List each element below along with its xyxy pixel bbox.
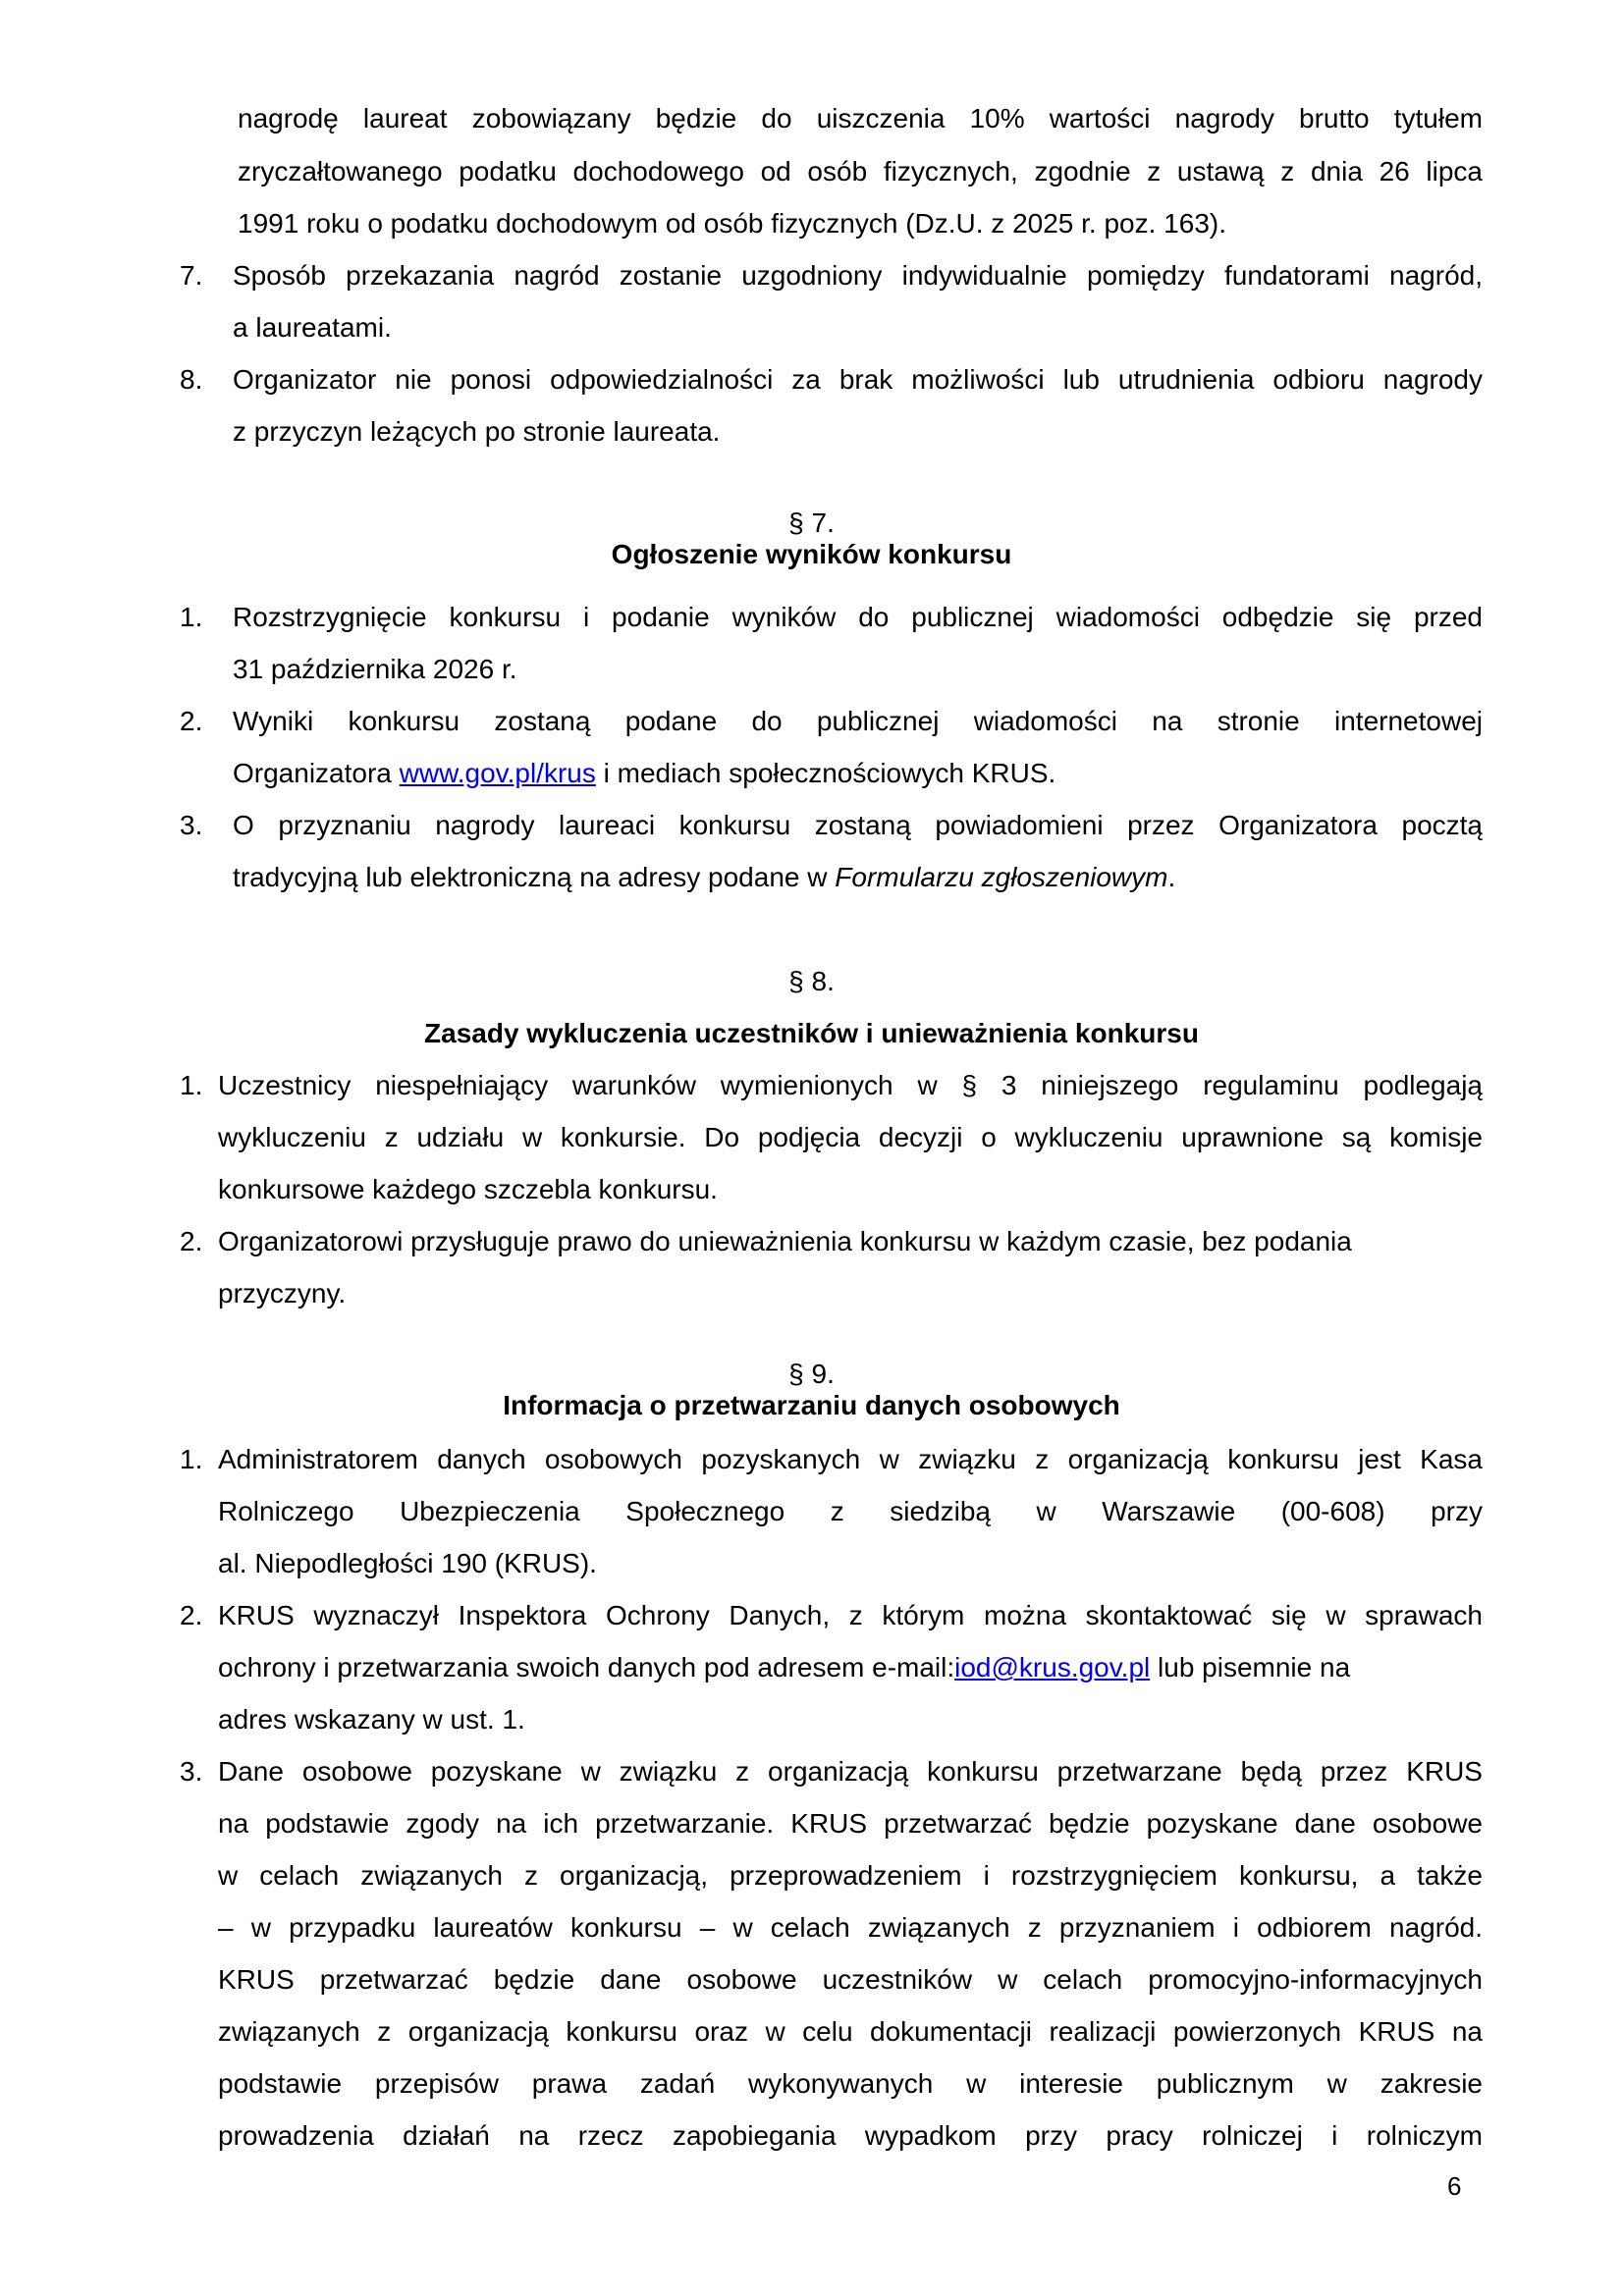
paragraph-line: 1991 roku o podatku dochodowym od osób fizycznych (Dz.U. z 2025 r. poz. 163).: [238, 208, 1227, 239]
list-item-line: Administratorem danych osobowych pozyskanych w związku z organizacją konkursu jest Kasa: [218, 1444, 1483, 1474]
list-number: 1.: [180, 1444, 203, 1474]
paragraph-line: zryczałtowanego podatku dochodowego od osób fizycznych, zgodnie z ustawą z dnia 26 lipca: [238, 156, 1483, 187]
text: i mediach społecznościowych KRUS.: [595, 758, 1056, 788]
list-item-line: 31 października 2026 r.: [233, 654, 517, 684]
list-item-line: wykluczeniu z udziału w konkursie. Do podjęcia decyzji o wykluczeniu uprawnione są komisje: [218, 1122, 1483, 1152]
list-item-line: [233, 757, 1055, 790]
list-item-line: podstawie przepisów prawa zadań wykonywanych w interesie publicznym w zakresie: [218, 2068, 1483, 2099]
list-number: 2.: [180, 1226, 203, 1256]
list-item-line: – w przypadku laureatów konkursu – w celach związanych z przyznaniem i odbiorem nagród.: [218, 1912, 1483, 1943]
list-item-line: z przyczyn leżących po stronie laureata.: [233, 416, 721, 447]
website-link[interactable]: www.gov.pl/krus: [399, 758, 596, 788]
list-item-line: Dane osobowe pozyskane w związku z organizacją konkursu przetwarzane będą przez KRUS: [218, 1756, 1483, 1787]
list-item-line: przyczyny.: [218, 1278, 347, 1308]
list-item-line: O przyznaniu nagrody laureaci konkursu zostaną powiadomieni przez Organizatora pocztą: [233, 810, 1483, 840]
section-symbol: § 7.: [788, 507, 835, 538]
text: .: [1167, 862, 1176, 892]
list-item-line: Rolniczego Ubezpieczenia Społecznego z siedzibą w Warszawie (00-608) przy: [218, 1496, 1483, 1526]
section-title: Zasady wykluczenia uczestników i unieważnienia konkursu: [424, 1018, 1199, 1048]
text: tradycyjną lub elektroniczną na adresy podane w: [233, 862, 836, 892]
list-item-line: Organizatorowi przysługuje prawo do unieważnienia konkursu w każdym czasie, bez podania: [218, 1226, 1352, 1256]
list-item-line: konkursowe każdego szczebla konkursu.: [218, 1174, 718, 1204]
list-number: 7.: [180, 260, 203, 291]
list-number: 2.: [180, 1600, 203, 1630]
list-item-line: KRUS wyznaczył Inspektora Ochrony Danych, z którym można skontaktować się w sprawach: [218, 1600, 1483, 1630]
section-symbol: § 9.: [788, 1359, 835, 1389]
list-item-line: adres wskazany w ust. 1.: [218, 1704, 525, 1735]
list-item-line: w celach związanych z organizacją, przeprowadzeniem i rozstrzygnięciem konkursu, a także: [218, 1860, 1483, 1891]
list-item-line: [233, 861, 1175, 894]
text: ochrony i przetwarzania swoich danych pod adresem e-mail:: [218, 1652, 955, 1682]
list-item-line: prowadzenia działań na rzecz zapobiegania wypadkom przy pracy rolniczej i rolniczym: [218, 2120, 1483, 2151]
email-link[interactable]: iod@krus.gov.pl: [954, 1652, 1151, 1682]
text: lub pisemnie na: [1150, 1652, 1351, 1682]
list-item-line: Rozstrzygnięcie konkursu i podanie wyników do publicznej wiadomości odbędzie się przed: [233, 602, 1483, 632]
list-item-line: al. Niepodległości 190 (KRUS).: [218, 1548, 597, 1578]
list-number: 3.: [180, 810, 203, 840]
list-item-line: [218, 1651, 1483, 1684]
page-number: 6: [1447, 2171, 1462, 2201]
list-item-line: na podstawie zgody na ich przetwarzanie. KRUS przetwarzać będzie pozyskane dane osobowe: [218, 1808, 1483, 1839]
paragraph-line: nagrodę laureat zobowiązany będzie do uiszczenia 10% wartości nagrody brutto tytułem: [238, 103, 1483, 133]
list-item-line: związanych z organizacją konkursu oraz w celu dokumentacji realizacji powierzonych KRUS na: [218, 2016, 1483, 2047]
list-number: 8.: [180, 364, 203, 395]
list-number: 1.: [180, 1070, 203, 1100]
list-item-line: a laureatami.: [233, 312, 392, 343]
list-item-line: Wyniki konkursu zostaną podane do publicznej wiadomości na stronie internetowej: [233, 706, 1483, 736]
section-title: Informacja o przetwarzaniu danych osobowych: [503, 1390, 1120, 1420]
list-item-line: KRUS przetwarzać będzie dane osobowe uczestników w celach promocyjno-informacyjnych: [218, 1964, 1483, 1995]
list-item-line: Uczestnicy niespełniający warunków wymienionych w § 3 niniejszego regulaminu podlegają: [218, 1070, 1483, 1100]
form-name: Formularzu zgłoszeniowym: [835, 862, 1168, 892]
text: Organizatora: [233, 758, 400, 788]
section-symbol: § 8.: [788, 966, 835, 996]
list-number: 2.: [180, 706, 203, 736]
list-item-line: Sposób przekazania nagród zostanie uzgodniony indywidualnie pomiędzy fundatorami nagród,: [233, 260, 1483, 291]
section-title: Ogłoszenie wyników konkursu: [611, 539, 1012, 569]
list-number: 3.: [180, 1756, 203, 1787]
list-item-line: Organizator nie ponosi odpowiedzialności za brak możliwości lub utrudnienia odbioru nagrody: [233, 364, 1483, 395]
list-number: 1.: [180, 602, 203, 632]
